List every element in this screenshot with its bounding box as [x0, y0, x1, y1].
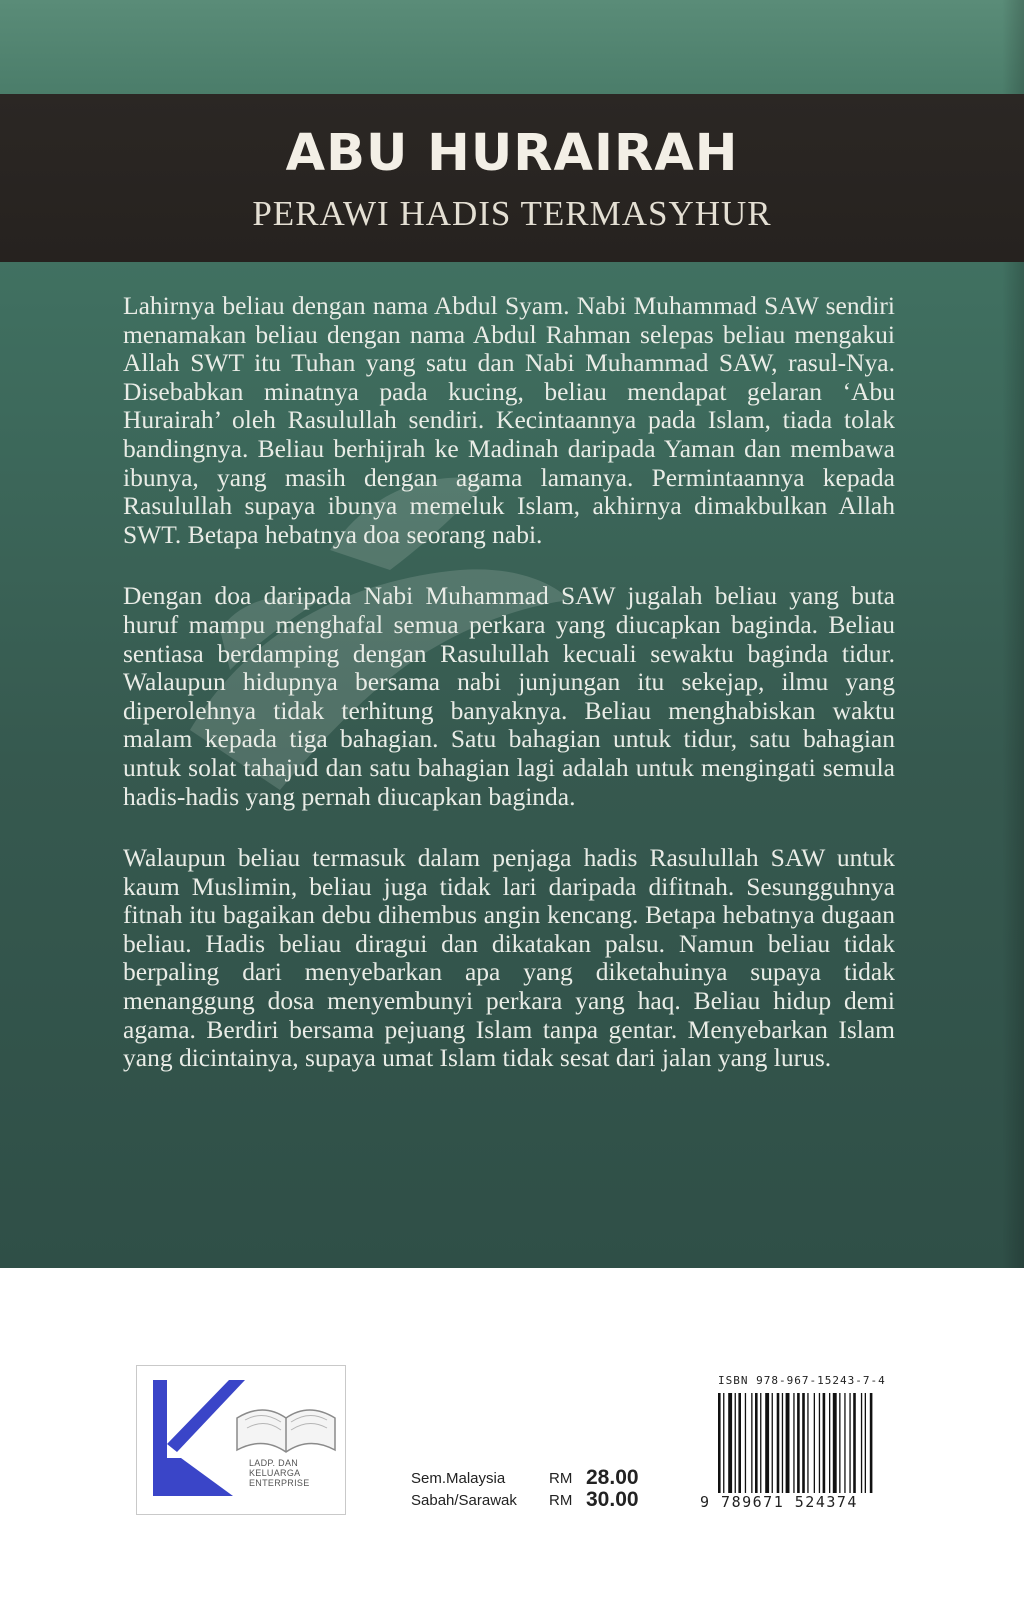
blurb	[123, 292, 895, 1073]
barcode-bar	[819, 1393, 820, 1493]
publisher-logo	[136, 1365, 346, 1515]
publisher-name-line: ENTERPRISE	[249, 1478, 310, 1488]
barcode-bar	[833, 1393, 837, 1493]
barcode-bar	[772, 1393, 773, 1493]
barcode-bar	[760, 1393, 761, 1493]
barcode-bar	[839, 1393, 840, 1493]
blurb-paragraph: Lahirnya beliau dengan nama Abdul Syam. Nabi Muhammad SAW sendiri menamakan beliau dengan nama Abdul Rahman selepas beliau mengakui Allah SWT itu Tuhan yang satu dan Nabi Muhammad SAW, rasul-Nya. Disebabkan minatnya pada kucing, beliau mendapat gelaran ‘Abu Hurairah’ oleh Rasulullah sendiri. Kecintaannya pada Islam, tiada tolak bandingnya. Beliau berhijrah ke Madinah daripada Yaman dan membawa ibunya, yang masih dengan agama lamanya. Permintaannya kepada Rasulullah supaya ibunya memeluk Islam, akhirnya dimakbulkan Allah SWT. Betapa hebatnya doa seorang nabi.	[123, 291, 895, 549]
barcode-bar	[745, 1393, 746, 1493]
blurb-paragraph: Dengan doa daripada Nabi Muhammad SAW jugalah beliau yang buta huruf mampu menghafal semua perkara yang diucapkan baginda. Beliau sentiasa berdamping dengan Rasulullah kecuali sewaktu baginda tidur. Walaupun hidupnya bersama nabi junjungan itu sekejap, ilmu yang diperolehnya tidak terhitung banyaknya. Beliau menghabiskan waktu malam kepada tiga bahagian. Satu bahagian untuk tidur, satu bahagian untuk solat tahajud dan satu bahagian lagi adalah untuk mengingati semula hadis-hadis yang pernah diucapkan baginda.	[123, 581, 895, 811]
barcode-digits: 9 789671 524374	[700, 1493, 858, 1511]
barcode-bar	[782, 1393, 783, 1493]
isbn-label: ISBN 978-967-15243-7-4	[718, 1374, 886, 1387]
barcode-bar	[765, 1393, 769, 1493]
publisher-name-line: LADP. DAN	[249, 1458, 299, 1468]
price-region: Sabah/Sarawak	[411, 1492, 517, 1509]
publisher-name-line: KELUARGA	[249, 1468, 301, 1478]
barcode-bar	[829, 1393, 830, 1493]
price-currency: RM	[549, 1492, 573, 1509]
barcode-bar	[777, 1393, 780, 1493]
barcode-bar	[865, 1393, 866, 1493]
barcode-bar	[844, 1393, 845, 1493]
barcode-bar	[797, 1393, 800, 1493]
barcode-bar	[738, 1393, 741, 1493]
k-logo-icon	[147, 1374, 247, 1506]
barcode-icon	[716, 1393, 896, 1493]
barcode-bar	[807, 1393, 808, 1493]
price-list	[411, 1466, 651, 1510]
barcode-bar	[861, 1393, 862, 1493]
barcode-bar	[718, 1393, 721, 1493]
barcode-bar	[751, 1393, 752, 1493]
price-currency: RM	[549, 1470, 573, 1487]
cover-top-strip	[0, 0, 1024, 94]
book-subtitle: PERAWI HADIS TERMASYHUR	[252, 194, 772, 233]
title-band	[0, 94, 1024, 262]
barcode-bar	[723, 1393, 724, 1493]
price-row	[411, 1466, 651, 1488]
barcode-bar	[853, 1393, 856, 1493]
barcode-bar	[793, 1393, 794, 1493]
blurb-paragraph: Walaupun beliau termasuk dalam penjaga hadis Rasulullah SAW untuk kaum Muslimin, beliau juga tidak lari daripada difitnah. Sesungguhnya fitnah itu bagaikan debu dihembus angin kencang. Betapa hebatnya dugaan beliau. Hadis beliau diragui dan dikatakan palsu. Namun beliau tidak berpaling dari menyebarkan apa yang diketahuinya supaya tidak menanggung dosa menyembunyi perkara yang haq. Beliau hidup demi agama. Berdiri bersama pejuang Islam tanpa gentar. Menyebarkan Islam yang dicintainya, supaya umat Islam tidak sesat dari jalan yang lurus.	[123, 843, 895, 1073]
barcode-bar	[849, 1393, 850, 1493]
barcode-bar	[786, 1393, 790, 1493]
barcode-bar	[755, 1393, 758, 1493]
barcode-bar	[735, 1393, 736, 1493]
book-title: ABU HURAIRAH	[285, 124, 739, 183]
price-row	[411, 1488, 651, 1510]
barcode-bar	[728, 1393, 732, 1493]
barcode-bar	[802, 1393, 805, 1493]
price-region: Sem.Malaysia	[411, 1470, 506, 1487]
barcode-bar	[814, 1393, 815, 1493]
publisher-name	[249, 1458, 341, 1488]
price-amount: 30.00	[586, 1488, 639, 1511]
price-amount: 28.00	[586, 1466, 639, 1489]
open-book-icon	[233, 1388, 339, 1458]
barcode-bar	[870, 1393, 873, 1493]
barcode-bar	[823, 1393, 826, 1493]
